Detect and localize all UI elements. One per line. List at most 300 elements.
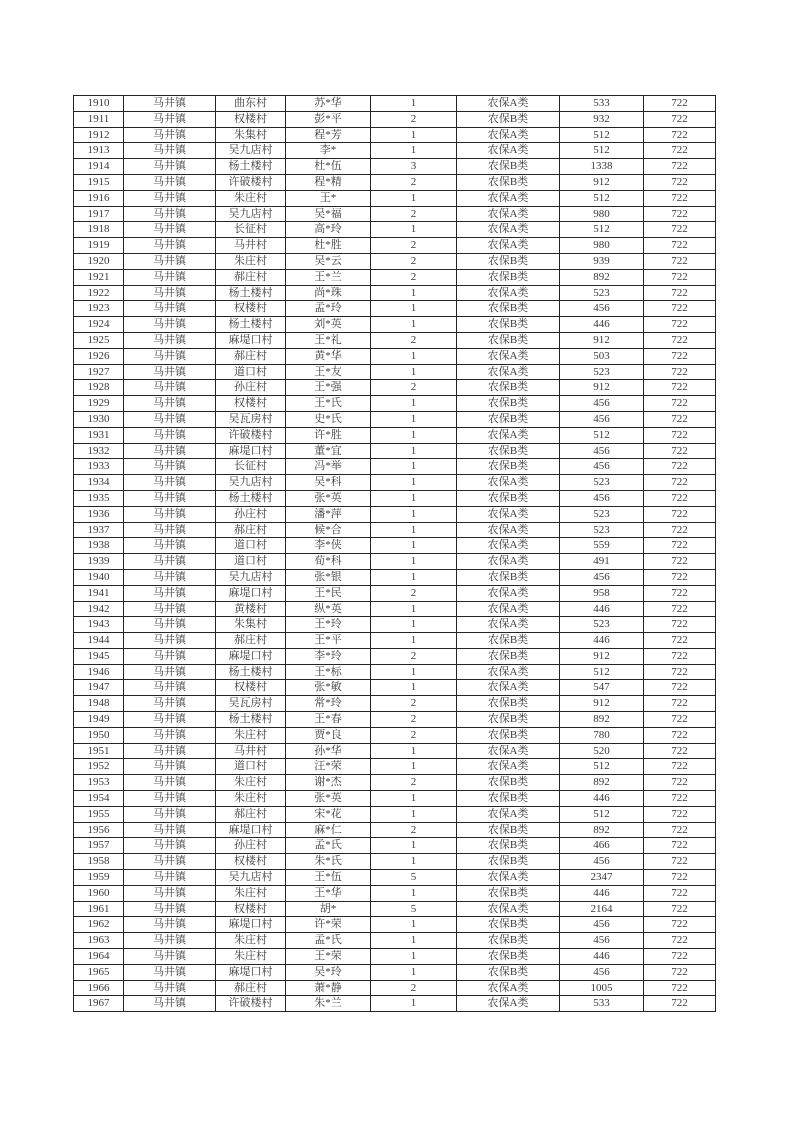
town-cell: 马井镇 xyxy=(124,870,216,886)
table-row xyxy=(74,585,716,601)
town-cell: 马井镇 xyxy=(124,917,216,933)
town-cell: 马井镇 xyxy=(124,712,216,728)
town-cell: 马井镇 xyxy=(124,380,216,396)
code-cell: 722 xyxy=(644,980,716,996)
village-cell: 麻堤口村 xyxy=(216,585,286,601)
town-cell: 马井镇 xyxy=(124,506,216,522)
village-cell: 朱集村 xyxy=(216,127,286,143)
amount-cell: 456 xyxy=(560,569,644,585)
person-cell: 候*合 xyxy=(286,522,371,538)
code-cell: 722 xyxy=(644,206,716,222)
code-cell: 722 xyxy=(644,348,716,364)
seq-cell: 1946 xyxy=(74,664,124,680)
amount-cell: 456 xyxy=(560,490,644,506)
count-cell: 1 xyxy=(371,396,457,412)
town-cell: 马井镇 xyxy=(124,238,216,254)
count-cell: 2 xyxy=(371,332,457,348)
person-cell: 潘*萍 xyxy=(286,506,371,522)
amount-cell: 523 xyxy=(560,475,644,491)
person-cell: 许*胜 xyxy=(286,427,371,443)
count-cell: 1 xyxy=(371,285,457,301)
code-cell: 722 xyxy=(644,174,716,190)
town-cell: 马井镇 xyxy=(124,775,216,791)
count-cell: 1 xyxy=(371,190,457,206)
village-cell: 朱庄村 xyxy=(216,775,286,791)
table-row xyxy=(74,269,716,285)
person-cell: 孙*华 xyxy=(286,743,371,759)
person-cell: 杜*伍 xyxy=(286,159,371,175)
seq-cell: 1937 xyxy=(74,522,124,538)
code-cell: 722 xyxy=(644,648,716,664)
person-cell: 王*玲 xyxy=(286,617,371,633)
count-cell: 1 xyxy=(371,490,457,506)
count-cell: 5 xyxy=(371,901,457,917)
village-cell: 朱庄村 xyxy=(216,253,286,269)
amount-cell: 980 xyxy=(560,238,644,254)
town-cell: 马井镇 xyxy=(124,190,216,206)
seq-cell: 1928 xyxy=(74,380,124,396)
table-row xyxy=(74,917,716,933)
village-cell: 朱庄村 xyxy=(216,933,286,949)
amount-cell: 2164 xyxy=(560,901,644,917)
person-cell: 王* xyxy=(286,190,371,206)
category-cell: 农保A类 xyxy=(457,901,560,917)
person-cell: 贾*良 xyxy=(286,727,371,743)
table-row xyxy=(74,964,716,980)
category-cell: 农保B类 xyxy=(457,727,560,743)
count-cell: 1 xyxy=(371,143,457,159)
village-cell: 郝庄村 xyxy=(216,806,286,822)
category-cell: 农保A类 xyxy=(457,585,560,601)
seq-cell: 1966 xyxy=(74,980,124,996)
count-cell: 2 xyxy=(371,648,457,664)
person-cell: 程*精 xyxy=(286,174,371,190)
count-cell: 1 xyxy=(371,317,457,333)
seq-cell: 1935 xyxy=(74,490,124,506)
count-cell: 1 xyxy=(371,617,457,633)
person-cell: 汪*荣 xyxy=(286,759,371,775)
village-cell: 孙庄村 xyxy=(216,380,286,396)
table-row xyxy=(74,206,716,222)
town-cell: 马井镇 xyxy=(124,727,216,743)
count-cell: 1 xyxy=(371,633,457,649)
code-cell: 722 xyxy=(644,664,716,680)
person-cell: 高*玲 xyxy=(286,222,371,238)
seq-cell: 1963 xyxy=(74,933,124,949)
town-cell: 马井镇 xyxy=(124,127,216,143)
seq-cell: 1951 xyxy=(74,743,124,759)
amount-cell: 512 xyxy=(560,222,644,238)
count-cell: 1 xyxy=(371,506,457,522)
code-cell: 722 xyxy=(644,96,716,112)
code-cell: 722 xyxy=(644,380,716,396)
table-row xyxy=(74,459,716,475)
person-cell: 宋*花 xyxy=(286,806,371,822)
amount-cell: 780 xyxy=(560,727,644,743)
amount-cell: 533 xyxy=(560,996,644,1012)
person-cell: 萧*静 xyxy=(286,980,371,996)
count-cell: 1 xyxy=(371,443,457,459)
table-row xyxy=(74,443,716,459)
village-cell: 杨土楼村 xyxy=(216,159,286,175)
seq-cell: 1948 xyxy=(74,696,124,712)
seq-cell: 1961 xyxy=(74,901,124,917)
amount-cell: 2347 xyxy=(560,870,644,886)
code-cell: 722 xyxy=(644,585,716,601)
code-cell: 722 xyxy=(644,159,716,175)
table-row xyxy=(74,727,716,743)
code-cell: 722 xyxy=(644,854,716,870)
seq-cell: 1911 xyxy=(74,111,124,127)
count-cell: 1 xyxy=(371,791,457,807)
category-cell: 农保B类 xyxy=(457,648,560,664)
count-cell: 1 xyxy=(371,554,457,570)
person-cell: 朱*兰 xyxy=(286,996,371,1012)
count-cell: 2 xyxy=(371,727,457,743)
count-cell: 1 xyxy=(371,522,457,538)
village-cell: 许破楼村 xyxy=(216,996,286,1012)
seq-cell: 1926 xyxy=(74,348,124,364)
town-cell: 马井镇 xyxy=(124,554,216,570)
count-cell: 1 xyxy=(371,949,457,965)
person-cell: 张*敏 xyxy=(286,680,371,696)
seq-cell: 1921 xyxy=(74,269,124,285)
town-cell: 马井镇 xyxy=(124,617,216,633)
seq-cell: 1960 xyxy=(74,885,124,901)
amount-cell: 512 xyxy=(560,127,644,143)
village-cell: 麻堤口村 xyxy=(216,443,286,459)
category-cell: 农保A类 xyxy=(457,348,560,364)
count-cell: 1 xyxy=(371,475,457,491)
village-cell: 马井村 xyxy=(216,238,286,254)
category-cell: 农保A类 xyxy=(457,980,560,996)
seq-cell: 1952 xyxy=(74,759,124,775)
code-cell: 722 xyxy=(644,190,716,206)
category-cell: 农保B类 xyxy=(457,253,560,269)
table-row xyxy=(74,285,716,301)
table-row xyxy=(74,822,716,838)
seq-cell: 1942 xyxy=(74,601,124,617)
town-cell: 马井镇 xyxy=(124,838,216,854)
category-cell: 农保A类 xyxy=(457,664,560,680)
seq-cell: 1943 xyxy=(74,617,124,633)
code-cell: 722 xyxy=(644,506,716,522)
code-cell: 722 xyxy=(644,522,716,538)
count-cell: 1 xyxy=(371,96,457,112)
village-cell: 权楼村 xyxy=(216,301,286,317)
village-cell: 道口村 xyxy=(216,759,286,775)
table-row xyxy=(74,475,716,491)
person-cell: 纵*英 xyxy=(286,601,371,617)
village-cell: 吴瓦房村 xyxy=(216,411,286,427)
category-cell: 农保B类 xyxy=(457,490,560,506)
town-cell: 马井镇 xyxy=(124,664,216,680)
village-cell: 权楼村 xyxy=(216,854,286,870)
category-cell: 农保A类 xyxy=(457,680,560,696)
person-cell: 程*芳 xyxy=(286,127,371,143)
code-cell: 722 xyxy=(644,253,716,269)
category-cell: 农保A类 xyxy=(457,475,560,491)
amount-cell: 523 xyxy=(560,364,644,380)
village-cell: 吴九店村 xyxy=(216,870,286,886)
category-cell: 农保B类 xyxy=(457,317,560,333)
count-cell: 1 xyxy=(371,348,457,364)
seq-cell: 1927 xyxy=(74,364,124,380)
seq-cell: 1957 xyxy=(74,838,124,854)
person-cell: 苏*华 xyxy=(286,96,371,112)
seq-cell: 1933 xyxy=(74,459,124,475)
seq-cell: 1947 xyxy=(74,680,124,696)
seq-cell: 1939 xyxy=(74,554,124,570)
table-row xyxy=(74,143,716,159)
town-cell: 马井镇 xyxy=(124,696,216,712)
village-cell: 吴九店村 xyxy=(216,475,286,491)
code-cell: 722 xyxy=(644,127,716,143)
town-cell: 马井镇 xyxy=(124,174,216,190)
count-cell: 1 xyxy=(371,301,457,317)
table-row xyxy=(74,159,716,175)
amount-cell: 1338 xyxy=(560,159,644,175)
amount-cell: 456 xyxy=(560,443,644,459)
table-row xyxy=(74,174,716,190)
category-cell: 农保B类 xyxy=(457,269,560,285)
table-row xyxy=(74,190,716,206)
code-cell: 722 xyxy=(644,885,716,901)
seq-cell: 1919 xyxy=(74,238,124,254)
code-cell: 722 xyxy=(644,712,716,728)
town-cell: 马井镇 xyxy=(124,538,216,554)
count-cell: 1 xyxy=(371,854,457,870)
code-cell: 722 xyxy=(644,680,716,696)
amount-cell: 523 xyxy=(560,506,644,522)
town-cell: 马井镇 xyxy=(124,633,216,649)
seq-cell: 1914 xyxy=(74,159,124,175)
code-cell: 722 xyxy=(644,933,716,949)
amount-cell: 512 xyxy=(560,143,644,159)
town-cell: 马井镇 xyxy=(124,443,216,459)
category-cell: 农保A类 xyxy=(457,870,560,886)
town-cell: 马井镇 xyxy=(124,253,216,269)
category-cell: 农保A类 xyxy=(457,538,560,554)
table-row xyxy=(74,949,716,965)
code-cell: 722 xyxy=(644,633,716,649)
amount-cell: 512 xyxy=(560,190,644,206)
person-cell: 王*华 xyxy=(286,885,371,901)
person-cell: 吴*玲 xyxy=(286,964,371,980)
count-cell: 1 xyxy=(371,411,457,427)
category-cell: 农保A类 xyxy=(457,522,560,538)
table-row xyxy=(74,554,716,570)
seq-cell: 1923 xyxy=(74,301,124,317)
category-cell: 农保B类 xyxy=(457,838,560,854)
town-cell: 马井镇 xyxy=(124,332,216,348)
table-row xyxy=(74,238,716,254)
person-cell: 杜*胜 xyxy=(286,238,371,254)
table-row xyxy=(74,648,716,664)
category-cell: 农保A类 xyxy=(457,554,560,570)
seq-cell: 1941 xyxy=(74,585,124,601)
code-cell: 722 xyxy=(644,427,716,443)
category-cell: 农保B类 xyxy=(457,964,560,980)
person-cell: 张*英 xyxy=(286,490,371,506)
code-cell: 722 xyxy=(644,601,716,617)
table-row xyxy=(74,696,716,712)
person-cell: 王*伍 xyxy=(286,870,371,886)
amount-cell: 932 xyxy=(560,111,644,127)
code-cell: 722 xyxy=(644,396,716,412)
count-cell: 1 xyxy=(371,743,457,759)
table-row xyxy=(74,127,716,143)
amount-cell: 912 xyxy=(560,174,644,190)
table-row xyxy=(74,806,716,822)
pension-records-table xyxy=(73,95,716,1012)
code-cell: 722 xyxy=(644,459,716,475)
town-cell: 马井镇 xyxy=(124,222,216,238)
person-cell: 王*氏 xyxy=(286,396,371,412)
person-cell: 董*宜 xyxy=(286,443,371,459)
code-cell: 722 xyxy=(644,443,716,459)
seq-cell: 1940 xyxy=(74,569,124,585)
count-cell: 2 xyxy=(371,980,457,996)
category-cell: 农保A类 xyxy=(457,743,560,759)
amount-cell: 446 xyxy=(560,317,644,333)
amount-cell: 533 xyxy=(560,96,644,112)
amount-cell: 892 xyxy=(560,269,644,285)
table-row xyxy=(74,490,716,506)
table-row xyxy=(74,980,716,996)
table-row xyxy=(74,332,716,348)
table-row xyxy=(74,380,716,396)
count-cell: 1 xyxy=(371,601,457,617)
count-cell: 1 xyxy=(371,569,457,585)
count-cell: 1 xyxy=(371,885,457,901)
village-cell: 许破楼村 xyxy=(216,174,286,190)
village-cell: 吴瓦房村 xyxy=(216,696,286,712)
amount-cell: 892 xyxy=(560,712,644,728)
seq-cell: 1916 xyxy=(74,190,124,206)
table-row xyxy=(74,317,716,333)
town-cell: 马井镇 xyxy=(124,569,216,585)
town-cell: 马井镇 xyxy=(124,396,216,412)
amount-cell: 892 xyxy=(560,775,644,791)
count-cell: 3 xyxy=(371,159,457,175)
person-cell: 李*玲 xyxy=(286,648,371,664)
count-cell: 1 xyxy=(371,917,457,933)
person-cell: 冯*举 xyxy=(286,459,371,475)
person-cell: 王*友 xyxy=(286,364,371,380)
code-cell: 722 xyxy=(644,870,716,886)
count-cell: 1 xyxy=(371,364,457,380)
person-cell: 刘*英 xyxy=(286,317,371,333)
code-cell: 722 xyxy=(644,838,716,854)
town-cell: 马井镇 xyxy=(124,522,216,538)
town-cell: 马井镇 xyxy=(124,269,216,285)
category-cell: 农保B类 xyxy=(457,332,560,348)
amount-cell: 446 xyxy=(560,949,644,965)
village-cell: 杨土楼村 xyxy=(216,490,286,506)
category-cell: 农保B类 xyxy=(457,443,560,459)
table-row xyxy=(74,222,716,238)
table-row xyxy=(74,885,716,901)
code-cell: 722 xyxy=(644,554,716,570)
village-cell: 郝庄村 xyxy=(216,522,286,538)
amount-cell: 466 xyxy=(560,838,644,854)
table-row xyxy=(74,411,716,427)
seq-cell: 1964 xyxy=(74,949,124,965)
table-row xyxy=(74,364,716,380)
count-cell: 1 xyxy=(371,964,457,980)
person-cell: 吴*福 xyxy=(286,206,371,222)
seq-cell: 1938 xyxy=(74,538,124,554)
amount-cell: 446 xyxy=(560,791,644,807)
code-cell: 722 xyxy=(644,759,716,775)
category-cell: 农保B类 xyxy=(457,949,560,965)
code-cell: 722 xyxy=(644,222,716,238)
amount-cell: 512 xyxy=(560,664,644,680)
person-cell: 李*侠 xyxy=(286,538,371,554)
town-cell: 马井镇 xyxy=(124,585,216,601)
table-row xyxy=(74,664,716,680)
village-cell: 吴九店村 xyxy=(216,143,286,159)
table-row xyxy=(74,680,716,696)
person-cell: 孟*氏 xyxy=(286,933,371,949)
count-cell: 2 xyxy=(371,696,457,712)
category-cell: 农保A类 xyxy=(457,96,560,112)
seq-cell: 1932 xyxy=(74,443,124,459)
code-cell: 722 xyxy=(644,617,716,633)
table-row xyxy=(74,253,716,269)
town-cell: 马井镇 xyxy=(124,206,216,222)
seq-cell: 1920 xyxy=(74,253,124,269)
person-cell: 黄*华 xyxy=(286,348,371,364)
amount-cell: 446 xyxy=(560,633,644,649)
town-cell: 马井镇 xyxy=(124,759,216,775)
table-row xyxy=(74,759,716,775)
table-row xyxy=(74,933,716,949)
count-cell: 1 xyxy=(371,806,457,822)
town-cell: 马井镇 xyxy=(124,317,216,333)
category-cell: 农保A类 xyxy=(457,806,560,822)
village-cell: 杨土楼村 xyxy=(216,317,286,333)
count-cell: 2 xyxy=(371,822,457,838)
town-cell: 马井镇 xyxy=(124,301,216,317)
village-cell: 道口村 xyxy=(216,364,286,380)
town-cell: 马井镇 xyxy=(124,411,216,427)
village-cell: 权楼村 xyxy=(216,901,286,917)
category-cell: 农保B类 xyxy=(457,111,560,127)
table-row xyxy=(74,901,716,917)
village-cell: 麻堤口村 xyxy=(216,822,286,838)
count-cell: 1 xyxy=(371,996,457,1012)
village-cell: 权楼村 xyxy=(216,111,286,127)
table-row xyxy=(74,601,716,617)
category-cell: 农保B类 xyxy=(457,459,560,475)
town-cell: 马井镇 xyxy=(124,459,216,475)
village-cell: 吴九店村 xyxy=(216,206,286,222)
code-cell: 722 xyxy=(644,964,716,980)
category-cell: 农保B类 xyxy=(457,885,560,901)
seq-cell: 1925 xyxy=(74,332,124,348)
category-cell: 农保A类 xyxy=(457,364,560,380)
table-row xyxy=(74,838,716,854)
amount-cell: 512 xyxy=(560,427,644,443)
count-cell: 1 xyxy=(371,680,457,696)
village-cell: 杨土楼村 xyxy=(216,712,286,728)
person-cell: 麻*仁 xyxy=(286,822,371,838)
amount-cell: 446 xyxy=(560,885,644,901)
code-cell: 722 xyxy=(644,269,716,285)
town-cell: 马井镇 xyxy=(124,143,216,159)
